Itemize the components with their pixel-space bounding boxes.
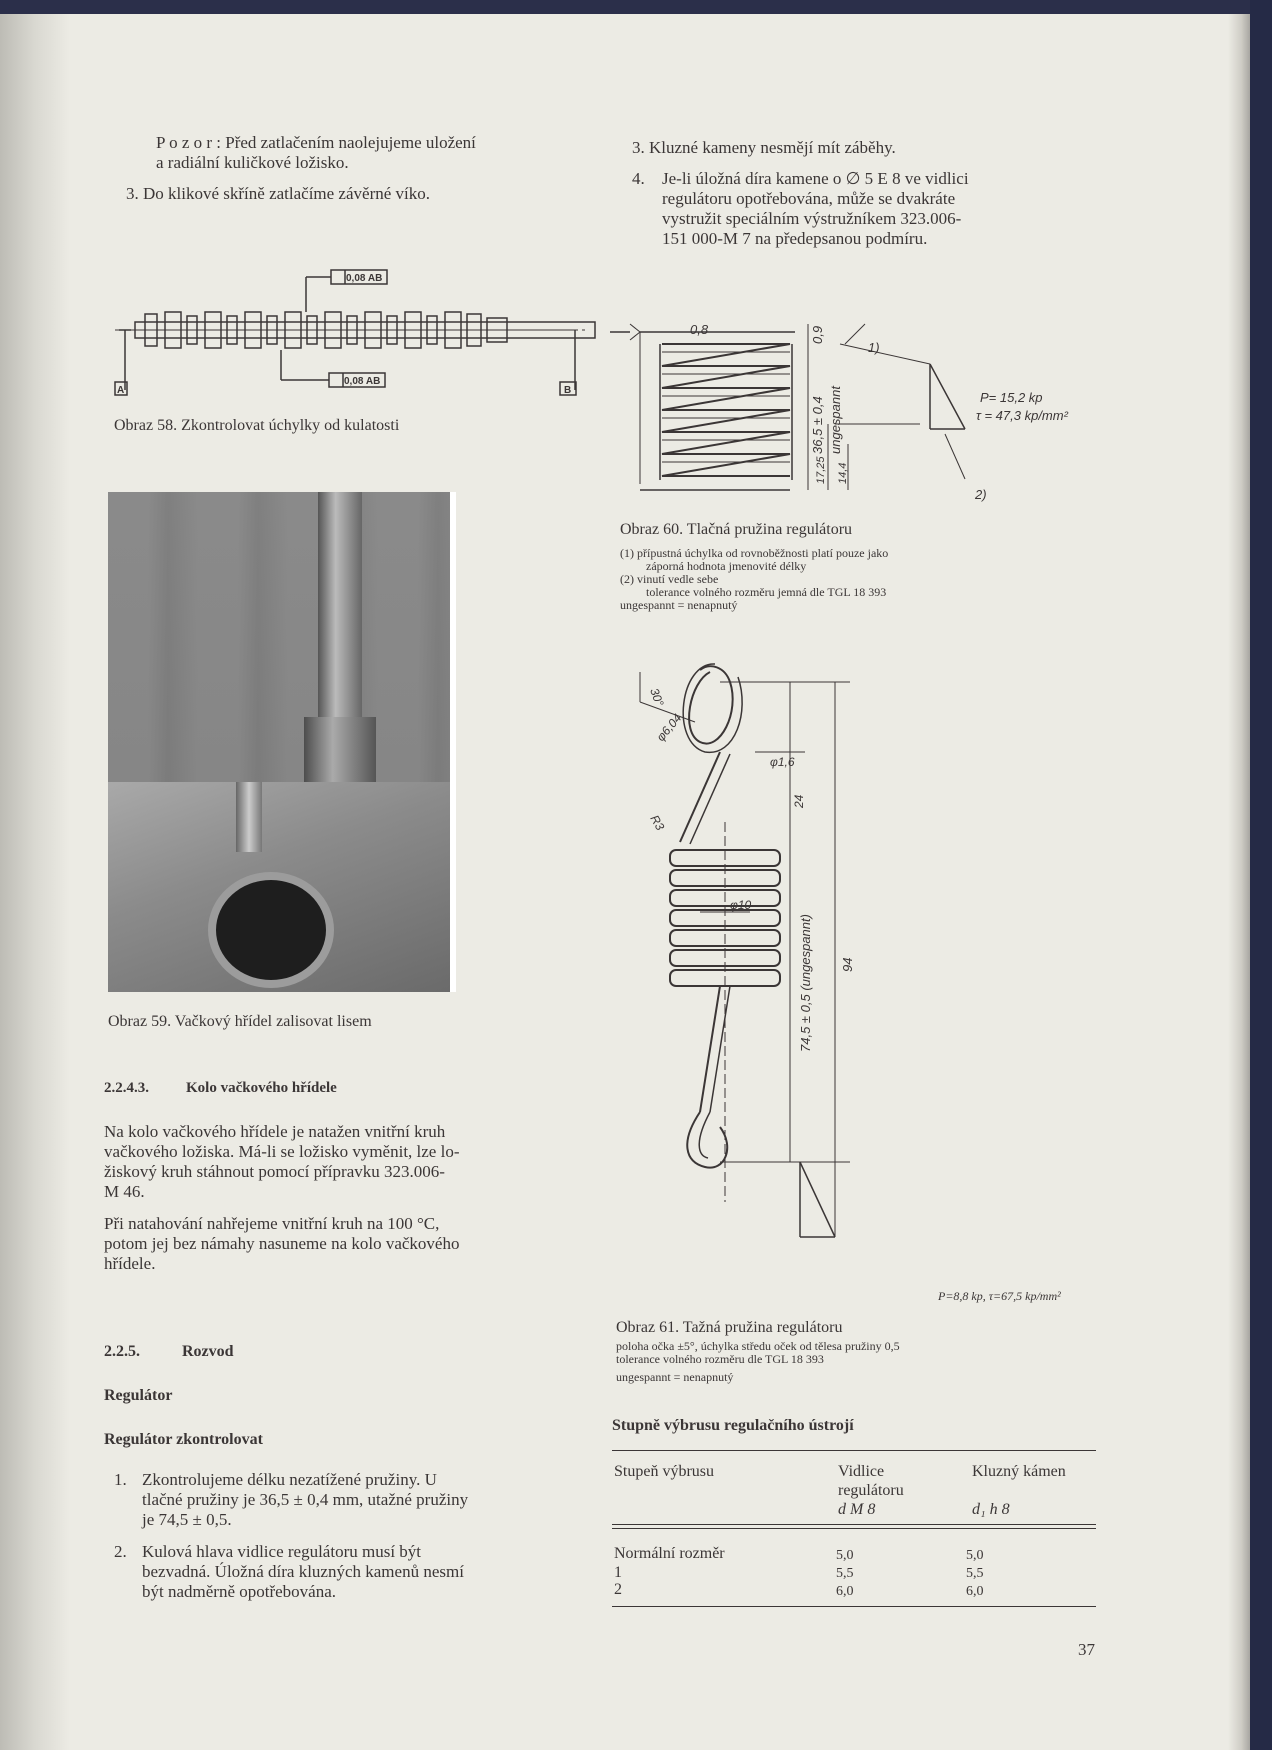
item-4-line: Je-li úložná díra kamene o ∅ 5 E 8 ve vidlici <box>662 169 969 188</box>
table-head-fork: d M 8 <box>838 1501 876 1518</box>
fig60-note: záporná hodnota jmenovité délky <box>646 559 807 573</box>
section-225-title: Rozvod <box>182 1343 234 1360</box>
pozor-line1: P o z o r : Před zatlačením naolejujeme uložení <box>156 133 476 152</box>
item-4-line: 151 000-M 7 na předepsanou podmíru. <box>662 229 928 248</box>
item-3: 3. Kluzné kameny nesmějí mít záběhy. <box>632 138 896 157</box>
paragraph-line: M 46. <box>104 1182 145 1201</box>
table-head-rule <box>612 1524 1096 1525</box>
paragraph-line: hřídele. <box>104 1254 156 1273</box>
list-item-line: tlačné pružiny je 36,5 ± 0,4 mm, utažné pružiny <box>142 1490 469 1509</box>
paragraph-line: Na kolo vačkového hřídele je natažen vnitřní kruh <box>104 1122 446 1141</box>
section-2243-number: 2.2.4.3. <box>104 1080 149 1096</box>
list-item-num: 1. <box>114 1470 127 1489</box>
item-4-line: vystružit speciálním výstružníkem 323.006- <box>662 209 962 228</box>
tension-spring-drawing <box>620 642 1090 1242</box>
page-number: 37 <box>1078 1640 1095 1659</box>
camshaft-press-photo <box>108 492 456 992</box>
table-title: Stupně výbrusu regulačního ústrojí <box>612 1417 854 1434</box>
tol-frame-bottom: 0,08 AB <box>344 376 381 387</box>
dim-ungespannt: ungespannt <box>828 386 843 454</box>
compression-spring-drawing <box>600 304 1068 514</box>
list-item-line: Kulová hlava vidlice regulátoru musí být <box>142 1542 422 1561</box>
list-item-line: je 74,5 ± 0,5. <box>142 1510 232 1529</box>
table-bottom-rule <box>612 1606 1096 1607</box>
fig61-note: ungespannt = nenapnutý <box>616 1370 734 1384</box>
paragraph-line: potom jej bez námahy nasuneme na kolo vačkového <box>104 1234 460 1253</box>
dim-144: 14,4 <box>837 462 849 484</box>
subsection-regulator-check: Regulátor zkontrolovat <box>104 1431 263 1448</box>
dim-length: 74,5 ± 0,5 (ungespannt) <box>798 914 813 1052</box>
table-top-rule <box>612 1450 1096 1451</box>
force-p: P= 15,2 kp <box>980 390 1043 405</box>
fig60-note: ungespannt = nenapnutý <box>620 598 738 612</box>
dim-length: 36,5 ± 0,4 <box>810 396 825 454</box>
dim-24: 24 <box>792 794 806 808</box>
table-cell-stage: 2 <box>614 1581 622 1598</box>
list-item-line: bezvadná. Úložná díra kluzných kamenů nesmí <box>142 1562 464 1581</box>
paragraph-line: Při natahování nahřejeme vnitřní kruh na 100 °C, <box>104 1214 440 1233</box>
tol-frame-top: 0,08 AB <box>346 273 383 284</box>
dim-wire-d: φ1,6 <box>770 755 795 769</box>
book-page <box>0 14 1250 1750</box>
camshaft-drawing <box>115 262 595 398</box>
datum-a: A <box>117 385 125 396</box>
table-cell-stage: Normální rozměr <box>614 1545 725 1562</box>
fig58-caption: Obraz 58. Zkontrolovat úchylky od kulatosti <box>114 417 400 434</box>
fig61-force: P=8,8 kp, τ=67,5 kp/mm² <box>938 1289 1061 1303</box>
force-tau: τ = 47,3 kp/mm² <box>976 408 1068 423</box>
note-2: 2) <box>975 487 987 502</box>
table-head-fork: Vidlice <box>838 1463 885 1480</box>
step-3: 3. Do klikové skříně zatlačíme závěrné víko. <box>126 184 430 203</box>
table-cell-stage: 1 <box>614 1564 622 1581</box>
note-1: 1) <box>868 340 880 355</box>
dim-radius: R3 <box>647 812 668 833</box>
subsection-regulator: Regulátor <box>104 1387 173 1404</box>
fig60-caption: Obraz 60. Tlačná pružina regulátoru <box>620 521 853 538</box>
fig61-note: poloha očka ±5°, úchylka středu oček od tělesa pružiny 0,5 <box>616 1339 900 1353</box>
table-cell-stone: 6,0 <box>966 1584 984 1599</box>
table-head-stage: Stupeň výbrusu <box>614 1463 714 1480</box>
fig60-note: (1) přípustná úchylka od rovnoběžnosti platí pouze jako <box>620 546 889 560</box>
dim-94: 94 <box>840 957 855 972</box>
list-item-line: Zkontrolujeme délku nezatížené pružiny. U <box>142 1470 437 1489</box>
fig60-note: (2) vinutí vedle sebe <box>620 572 719 586</box>
page-edge <box>1228 14 1250 1750</box>
fig61-caption: Obraz 61. Tažná pružina regulátoru <box>616 1319 843 1336</box>
dim-1725: 17,25 <box>815 456 827 484</box>
dim-coil-d: φ10 <box>730 898 752 912</box>
paragraph-line: vačkového ložiska. Má-li se ložisko vyměnit, lze lo- <box>104 1142 460 1161</box>
section-2243-title: Kolo vačkového hřídele <box>186 1080 337 1096</box>
dim-08: 0,8 <box>690 322 709 337</box>
pozor-line2: a radiální kuličkové ložisko. <box>156 153 349 172</box>
dim-hook-d: φ6,04 <box>653 711 685 744</box>
dim-angle: 30° <box>647 686 667 709</box>
fig59-caption: Obraz 59. Vačkový hřídel zalisovat lisem <box>108 1013 372 1030</box>
table-head-rule <box>612 1528 1096 1529</box>
list-item-num: 2. <box>114 1542 127 1561</box>
table-head-fork: regulátoru <box>838 1482 904 1499</box>
table-head-stone: d₁ h 8 <box>972 1501 1010 1518</box>
item-4-num: 4. <box>632 169 645 188</box>
table-cell-fork: 5,5 <box>836 1566 854 1581</box>
table-cell-stone: 5,0 <box>966 1548 984 1563</box>
fig61-note: tolerance volného rozměru dle TGL 18 393 <box>616 1352 824 1366</box>
fig60-note: tolerance volného rozměru jemná dle TGL 18 393 <box>646 585 887 599</box>
section-225-number: 2.2.5. <box>104 1343 140 1360</box>
dim-09: 0,9 <box>810 325 825 344</box>
datum-b: B <box>564 385 572 396</box>
table-cell-fork: 5,0 <box>836 1548 854 1563</box>
table-head-stone: Kluzný kámen <box>972 1463 1066 1480</box>
paragraph-line: žiskový kruh stáhnout pomocí přípravku 323.006- <box>104 1162 445 1181</box>
table-cell-stone: 5,5 <box>966 1566 984 1581</box>
list-item-line: být nadměrně opotřebována. <box>142 1582 337 1601</box>
table-cell-fork: 6,0 <box>836 1584 854 1599</box>
item-4-line: regulátoru opotřebována, může se dvakráte <box>662 189 956 208</box>
